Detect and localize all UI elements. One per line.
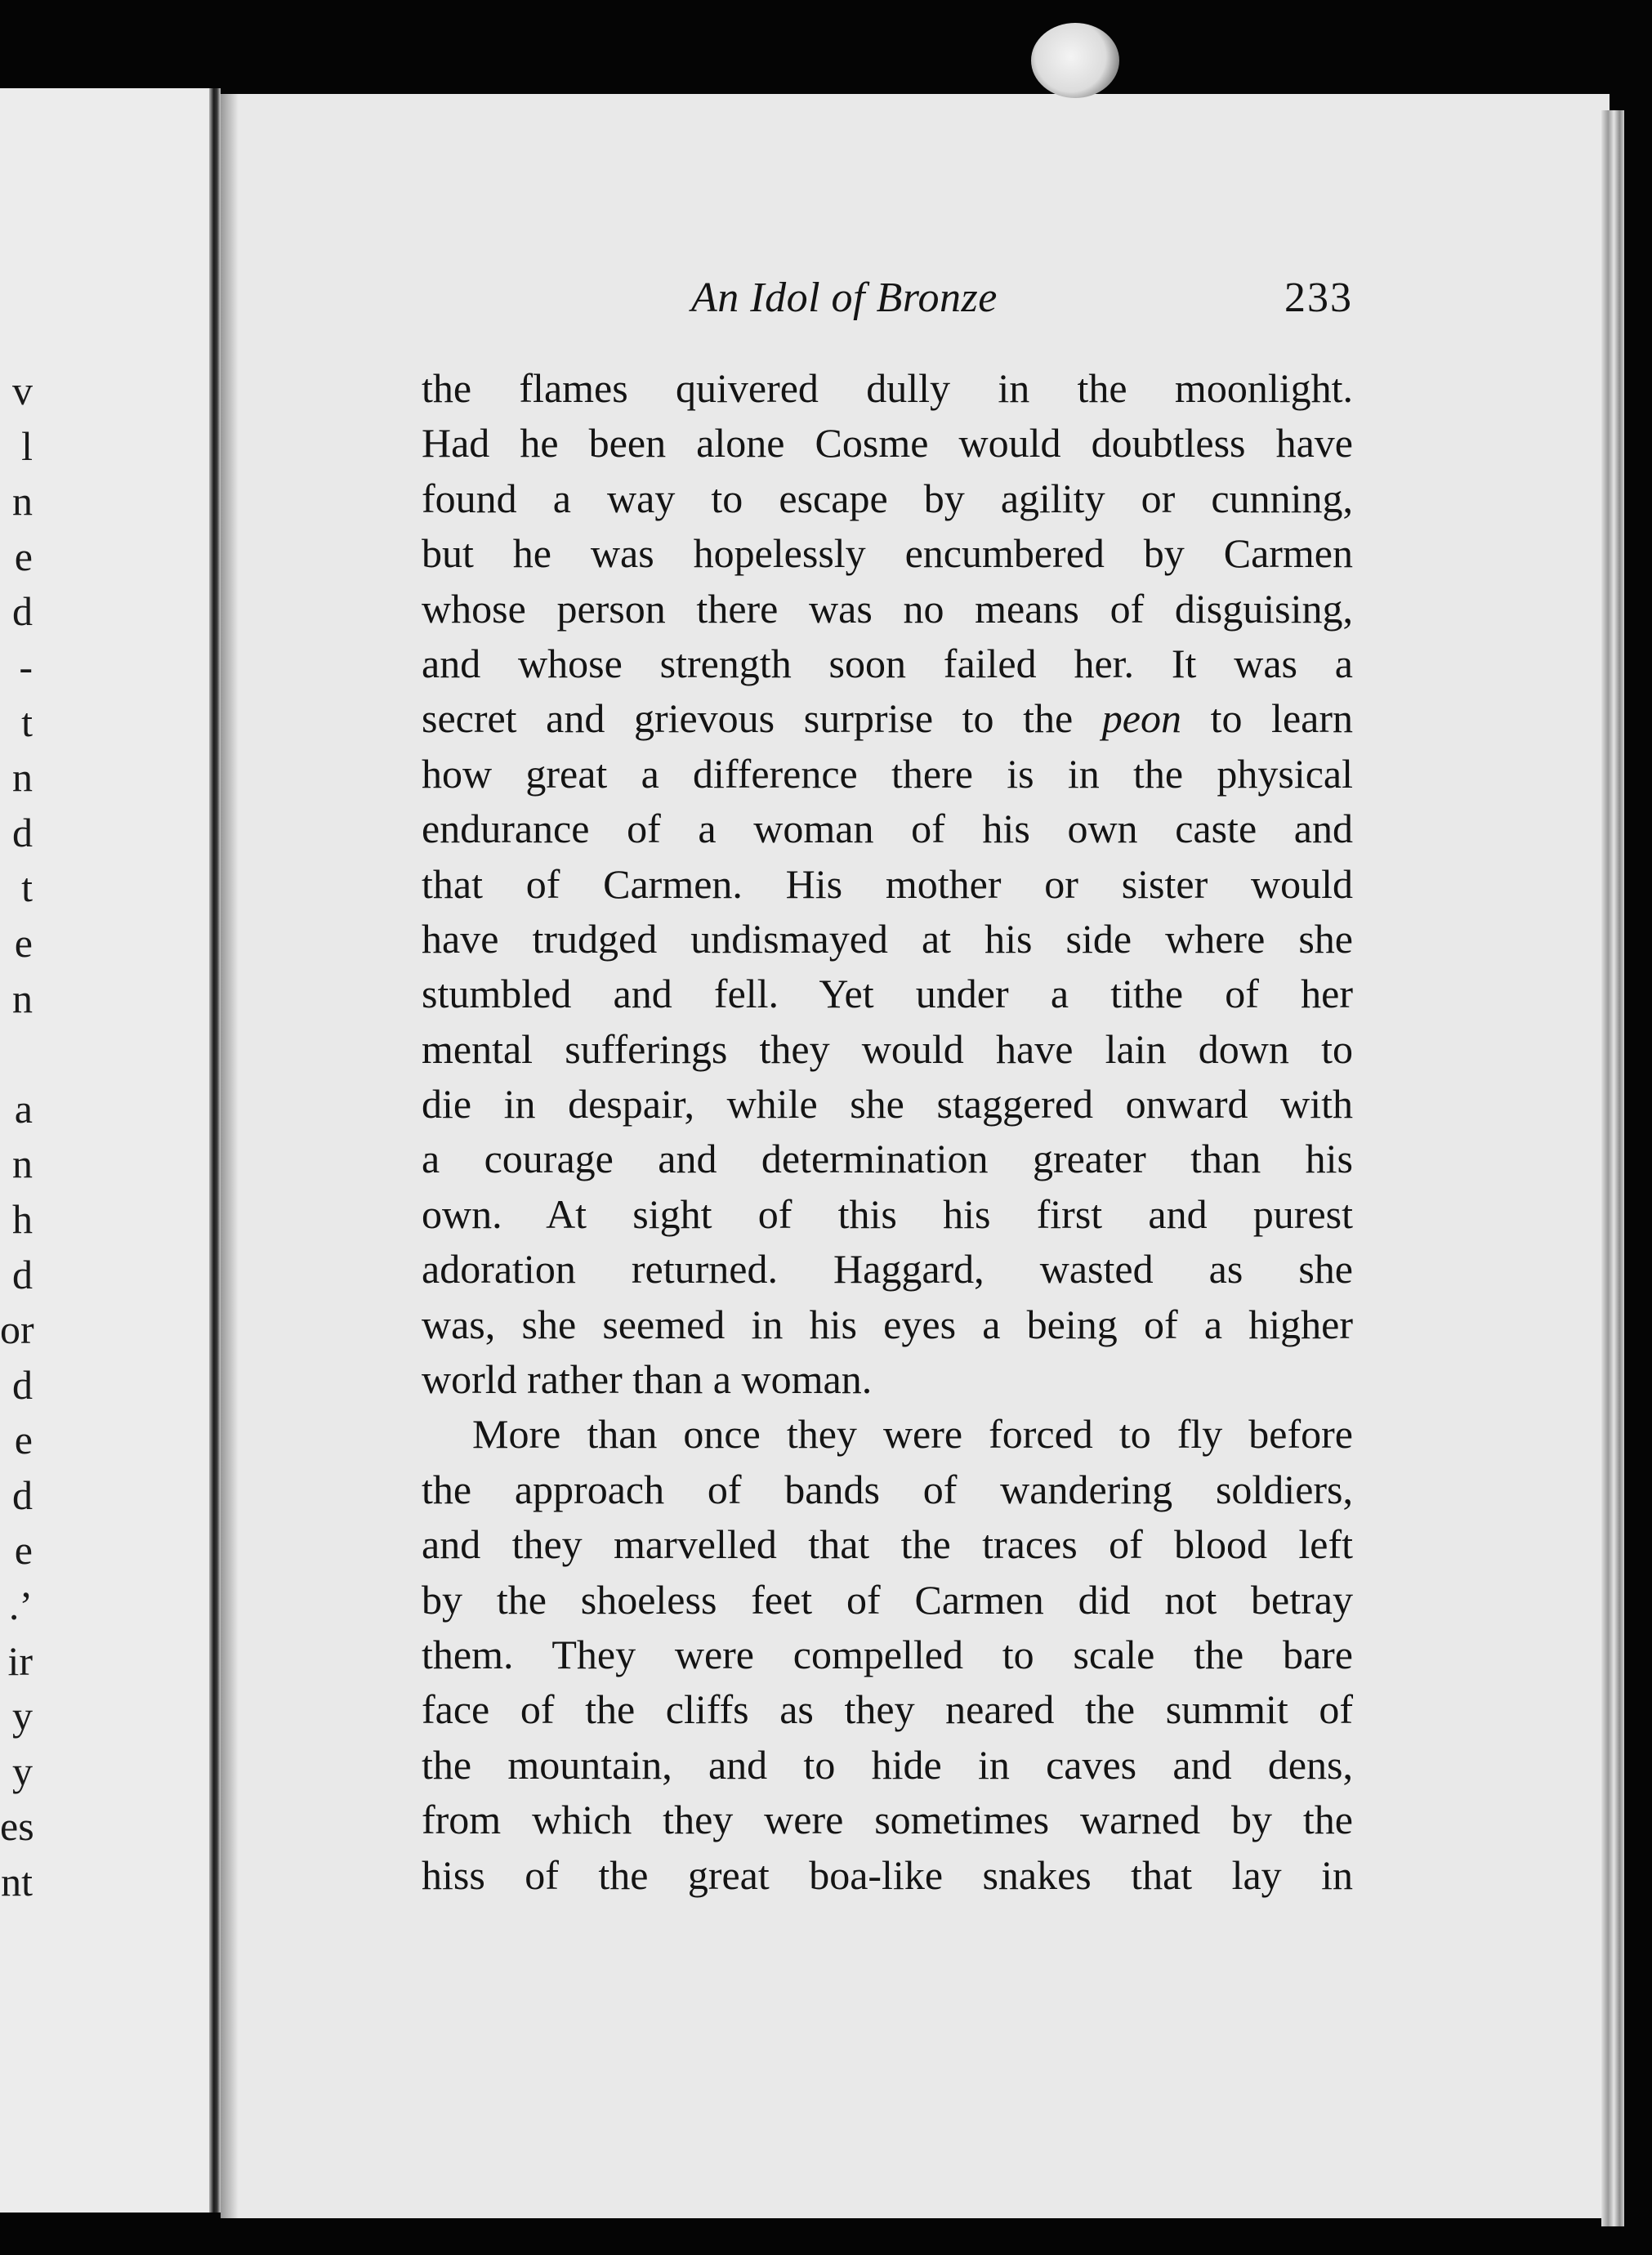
text-line: a courage and determination greater than his [422,1136,1353,1182]
previous-page-fragment: d [12,588,33,635]
previous-page-fragment: d [12,1251,33,1297]
page-header [422,274,1353,339]
text-run: to learn [1181,695,1353,742]
page-number: 233 [1284,275,1353,321]
text-line: that of Carmen. His mother or sister would [422,860,1353,907]
text-line: adoration returned. Haggard, wasted as she [422,1246,1353,1293]
text-line: was, she seemed in his eyes a being of a higher [422,1301,1353,1347]
previous-page-fragment: d [12,1361,33,1408]
previous-page-fragment: y [12,1748,33,1794]
previous-page-fragment: n [12,754,33,801]
previous-page-fragment: v [12,368,33,413]
previous-page-fragment: or [0,1306,34,1353]
text-line: the flames quivered dully in the moonlight. [422,365,1353,411]
previous-page-fragment: d [12,1471,33,1518]
text-line [422,691,1353,746]
italic-word: peon [1101,695,1181,742]
running-title: An Idol of Bronze [691,275,998,321]
text-line: mental sufferings they would have lain down to [422,1025,1353,1072]
previous-page-fragment: y [12,1693,33,1739]
previous-page-fragment: l [21,422,33,469]
previous-page-fragment: es [0,1803,34,1850]
text-line: and they marvelled that the traces of blood left [422,1521,1353,1568]
text-run: secret and grievous surprise to the [422,695,1102,742]
previous-page-fragment: e [14,1527,33,1574]
previous-page-fragment: t [21,699,33,745]
text-line: the mountain, and to hide in caves and dens, [422,1741,1353,1788]
previous-page-fragment: ir [7,1637,33,1684]
page-edge [1601,110,1624,2226]
previous-page-fragment: - [19,643,33,690]
body-text [422,361,1353,1903]
text-line: found a way to escape by agility or cunning, [422,475,1353,521]
text-line: them. They were compelled to scale the bare [422,1631,1353,1677]
paragraph [422,361,1353,1407]
scan-blemish [1031,23,1119,98]
previous-page-fragment: e [14,533,33,579]
text-line: whose person there was no means of disguising, [422,585,1353,632]
text-line: by the shoeless feet of Carmen did not betray [422,1576,1353,1623]
text-line: Had he been alone Cosme would doubtless have [422,420,1353,467]
text-line: own. At sight of this his first and purest [422,1190,1353,1237]
paragraph [422,1407,1353,1903]
text-line: and whose strength soon failed her. It was a [422,640,1353,686]
book-gutter [209,88,221,2213]
previous-page-fragment: n [12,975,33,1021]
text-line: the approach of bands of wandering soldiers, [422,1466,1353,1512]
previous-page-line-endings [0,364,33,1910]
previous-page-fragment: h [12,1195,33,1242]
text-line: have trudged undismayed at his side where she [422,915,1353,962]
text-line: More than once they were forced to fly before [472,1411,1353,1458]
previous-page-fragment: d [12,809,33,855]
text-line: hiss of the great boa-like snakes that lay in [422,1851,1353,1898]
previous-page-fragment [0,1026,33,1082]
previous-page-fragment: e [14,919,33,966]
text-line: but he was hopelessly encumbered by Carmen [422,530,1353,577]
previous-page-fragment: .’ [8,1583,33,1629]
text-line: face of the cliffs as they neared the summit of [422,1686,1353,1733]
gutter-shadow [221,94,239,2218]
previous-page-fragment: n [12,1141,33,1187]
text-line: stumbled and fell. Yet under a tithe of her [422,971,1353,1017]
previous-page-fragment: nt [1,1859,33,1905]
previous-page-fragment: n [12,478,33,525]
text-line: die in despair, while she staggered onward with [422,1081,1353,1128]
previous-page-fragment: t [21,864,33,911]
previous-page-fragment: a [14,1085,33,1132]
text-line: world rather than a woman. [422,1356,873,1403]
text-line: how great a difference there is in the physical [422,750,1353,797]
text-line: endurance of a woman of his own caste and [422,806,1353,852]
text-line: from which they were sometimes warned by the [422,1797,1353,1843]
previous-page-fragment: e [14,1417,33,1463]
